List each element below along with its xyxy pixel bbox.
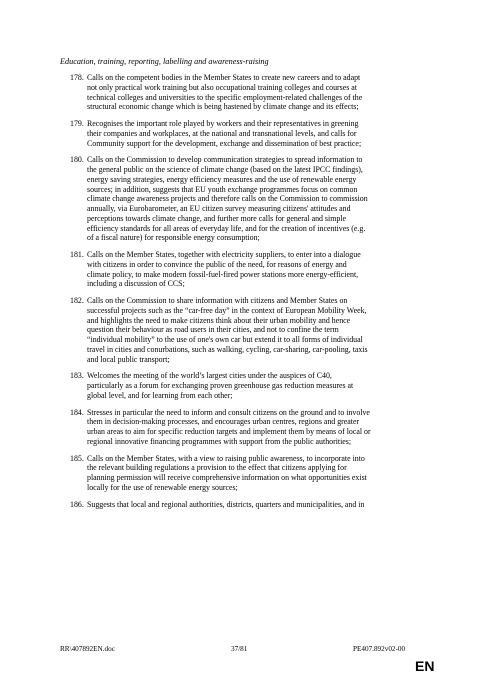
paragraph-line: technical colleges and universities to the specific employment-related challenges of the: [87, 92, 363, 102]
paragraph-line: Community support for the development, exchange and dissemination of best practice;: [87, 138, 362, 148]
paragraph-number: 178.: [70, 73, 84, 82]
paragraph-line: and highlights the need to make citizens think about their urban mobility and hence: [87, 315, 351, 325]
paragraph-line: successful projects such as the “car-free day” in the context of European Mobility Week,: [87, 305, 367, 315]
paragraph-line: perceptions towards climate change, and further more calls for general and simple: [87, 213, 346, 223]
paragraph-line: Stresses in particular the need to inform and consult citizens on the ground and to involve: [87, 407, 370, 417]
paragraph: [60, 371, 412, 400]
paragraph-line: Welcomes the meeting of the world’s largest cities under the auspices of C40,: [87, 371, 332, 381]
paragraph-line: annually, via Eurobarometer, an EU citizen survey measuring citizens' attitudes and: [87, 204, 351, 213]
paragraph-number: 185.: [70, 453, 84, 463]
paragraph-number: 181.: [70, 250, 84, 259]
paragraph-list: [60, 73, 412, 516]
paragraph-line: not only practical work training but also occupational training colleges and courses at: [87, 82, 357, 92]
paragraph-line: including a discussion of CCS;: [87, 279, 185, 289]
paragraph-line: Calls on the Member States, together with electricity suppliers, to enter into a dialogue: [87, 250, 361, 259]
paragraph-line: regional innovative financing programmes with support from the public authorities;: [87, 436, 352, 446]
paragraph: [60, 500, 412, 510]
footer-page-number: 37/81: [231, 645, 248, 653]
paragraph-number: 179.: [70, 119, 84, 128]
paragraph-line: travel in cities and conurbations, such as walking, cycling, car-sharing, car-pooling, taxis: [87, 344, 368, 354]
paragraph-line: question their behaviour as road users in their cities, and not to confine the term: [87, 325, 339, 335]
paragraph-line: the general public on the science of climate change (based on the latest IPCC findings),: [87, 165, 363, 174]
footer-pe-ref: PE407.892v02-00: [353, 645, 406, 653]
paragraph-line: Recognises the important role played by workers and their representatives in greening: [87, 119, 359, 128]
footer-doc-ref: RR\407892EN.doc: [60, 645, 115, 653]
paragraph-line: climate policy, to make modern fossil-fuel-fired power stations more energy-efficient,: [87, 269, 359, 279]
paragraph-line: Calls on the Member States, with a view to raising public awareness, to incorporate into: [87, 453, 365, 463]
paragraph: [60, 250, 412, 289]
paragraph-number: 184.: [70, 407, 84, 417]
paragraph-number: 182.: [70, 296, 84, 305]
section-heading: Education, training, reporting, labelling and awareness-raising: [60, 57, 269, 66]
paragraph-number: 186.: [70, 499, 84, 509]
paragraph-line: the relevant building regulations a provision to the effect that citizens applying for: [87, 463, 347, 473]
paragraph-line: efficiency standards for all areas of everyday life, and for the creation of incentives (e.g.: [87, 223, 366, 233]
paragraph-line: “individual mobility” to the use of one's own car but extend it to all forms of individual: [87, 335, 363, 344]
paragraph-line: Calls on the Commission to share information with citizens and Member States on: [87, 296, 348, 305]
paragraph-line: Suggests that local and regional authorities, districts, quarters and municipalities, and in: [87, 499, 365, 509]
paragraph-line: their companies and workplaces, at the national and transnational levels, and calls for: [87, 128, 357, 138]
paragraph-line: sources; in addition, suggests that EU youth exchange programmes focus on common: [87, 184, 358, 194]
paragraph-line: them in decision-making processes, and encourages urban centres, regions and greater: [87, 417, 360, 427]
paragraph: [60, 408, 412, 447]
language-code: EN: [415, 658, 435, 674]
paragraph-line: Calls on the competent bodies in the Member States to create new careers and to adapt: [87, 73, 361, 82]
paragraph-line: urban areas to aim for specific reduction targets and implement them by means of local or: [87, 427, 371, 436]
paragraph-line: structural economic change which is being hastened by climate change and its effects;: [87, 102, 359, 112]
paragraph: [60, 454, 412, 493]
paragraph-line: energy saving strategies, energy efficiency measures and the use of renewable energy: [87, 174, 357, 184]
paragraph-number: 183.: [70, 371, 84, 381]
paragraph-line: climate change awareness projects and therefore calls on the Commission to commission: [87, 194, 368, 204]
paragraph: [60, 296, 412, 364]
paragraph-line: locally for the use of renewable energy sources;: [87, 482, 238, 492]
paragraph-line: particularly as a forum for exchanging proven greenhouse gas reduction measures at: [87, 381, 354, 390]
paragraph-line: and local public transport;: [87, 354, 170, 364]
paragraph: [60, 119, 412, 148]
paragraph: [60, 155, 412, 243]
paragraph-line: with citizens in order to convince the public of the need, for reasons of energy and: [87, 259, 347, 269]
paragraph-line: global level, and for learning from each other;: [87, 390, 233, 400]
paragraph-line: Calls on the Commission to develop communication strategies to spread information to: [87, 155, 363, 165]
paragraph-line: of a fiscal nature) for responsible energy consumption;: [87, 233, 260, 243]
paragraph-line: planning permission will receive comprehensive information on what opportunities exist: [87, 473, 367, 482]
paragraph-number: 180.: [70, 155, 84, 165]
paragraph: [60, 73, 412, 112]
